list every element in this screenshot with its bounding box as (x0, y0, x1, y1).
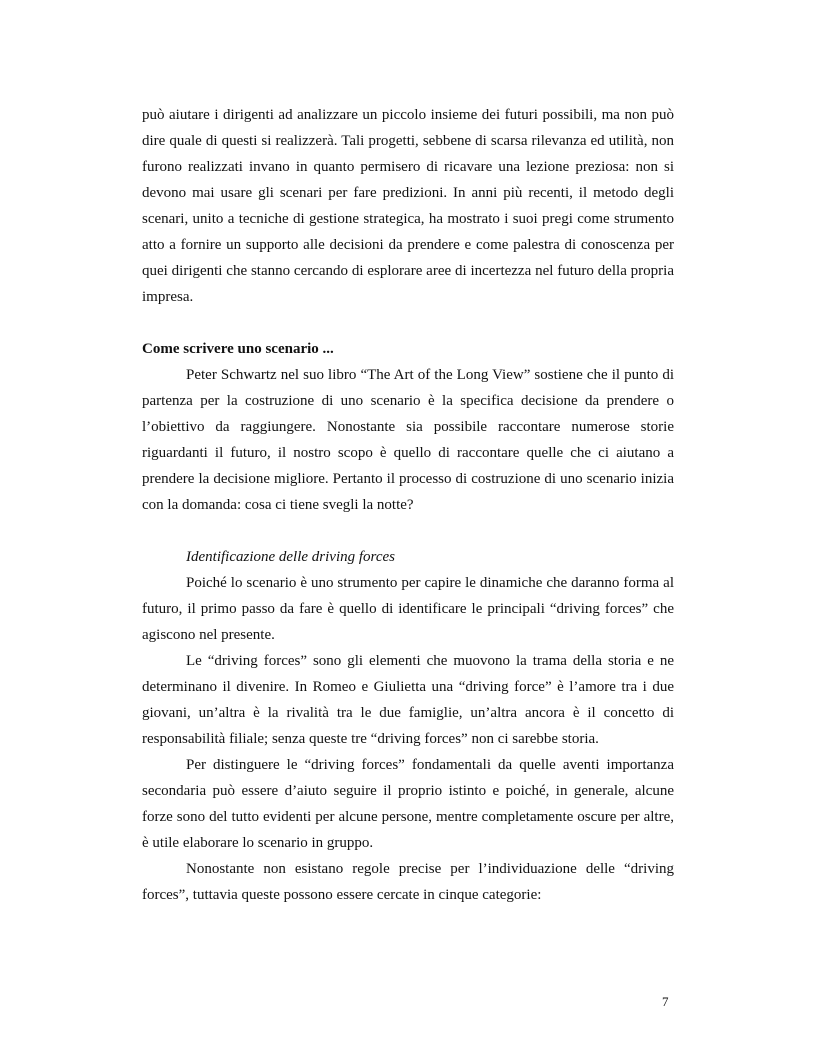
subsection-paragraph-4: Nonostante non esistano regole precise per l’individuazione delle “driving forces”, tuttavia queste possono essere cercate in cinque categorie: (142, 861, 674, 903)
spacer (142, 518, 674, 544)
section-heading: Come scrivere uno scenario ... (142, 341, 334, 357)
subsection-heading: Identificazione delle driving forces (186, 549, 395, 565)
section-paragraph: Peter Schwartz nel suo libro “The Art of the Long View” sostiene che il punto di partenza per la costruzione di uno scenario è la specifica decisione da prendere o l’obiettivo da raggiungere. Nonostante sia possibile raccontare numerose storie riguardanti il futuro, il nostro scopo è quello di raccontare quelle che ci aiutano a prendere la decisione migliore. Pertanto il processo di costruzione di uno scenario inizia con la domanda: cosa ci tiene svegli la notte? (142, 367, 674, 513)
spacer (142, 310, 674, 336)
subsection-paragraph-2: Le “driving forces” sono gli elementi che muovono la trama della storia e ne determinano il divenire. In Romeo e Giulietta una “driving force” è l’amore tra i due giovani, un’altra è la rivalità tra le due famiglie, un’altra ancora è il concetto di responsabilità filiale; senza queste tre “driving forces” non ci sarebbe storia. (142, 653, 674, 747)
subsection-paragraph-1: Poiché lo scenario è uno strumento per capire le dinamiche che daranno forma al futuro, il primo passo da fare è quello di identificare le principali “driving forces” che agiscono nel presente. (142, 575, 674, 643)
document-page (142, 102, 674, 908)
subsection-paragraph-3: Per distinguere le “driving forces” fondamentali da quelle aventi importanza secondaria può essere d’aiuto seguire il proprio istinto e poiché, in generale, alcune forze sono del tutto evidenti per alcune persone, mentre completamente oscure per altre, è utile elaborare lo scenario in gruppo. (142, 757, 674, 851)
intro-paragraph: può aiutare i dirigenti ad analizzare un piccolo insieme dei futuri possibili, ma non può dire quale di questi si realizzerà. Tali progetti, sebbene di scarsa rilevanza ed utilità, non furono realizzati invano in quanto permisero di ricavare una lezione preziosa: non si devono mai usare gli scenari per fare predizioni. In anni più recenti, il metodo degli scenari, unito a tecniche di gestione strategica, ha mostrato i suoi pregi come strumento atto a fornire un supporto alle decisioni da prendere e come palestra di conoscenza per quei dirigenti che stanno cercando di esplorare aree di incertezza nel futuro della propria impresa. (142, 107, 674, 305)
page-number: 7 (662, 994, 669, 1009)
